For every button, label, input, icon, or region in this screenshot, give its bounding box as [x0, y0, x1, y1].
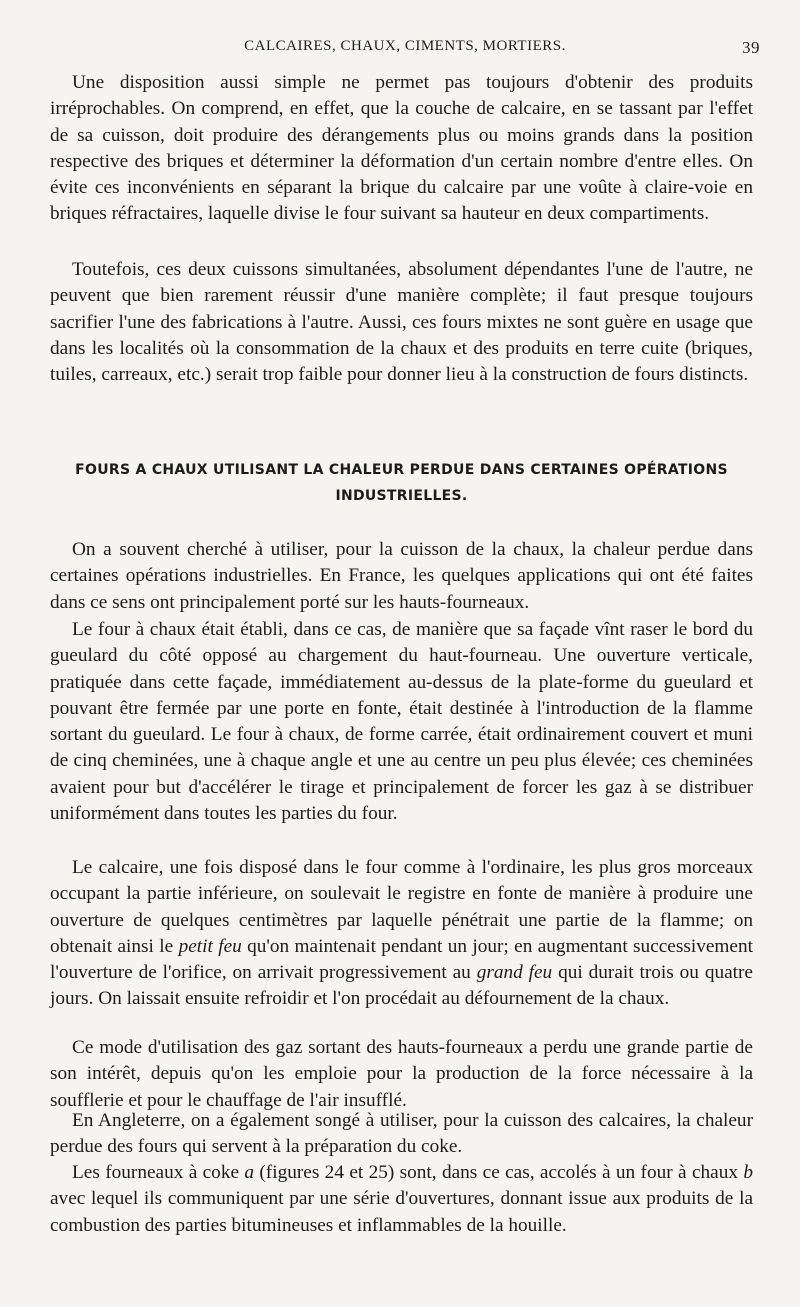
figure-letter-a: a	[244, 1162, 255, 1183]
paragraph-7: En Angleterre, on a également songé à utiliser, pour la cuisson des calcaires, la chaleur perdue des fours qui servent à la préparation du coke.	[50, 1110, 753, 1158]
paragraph-4: Le four à chaux était établi, dans ce cas, de manière que sa façade vînt raser le bord du gueulard du côté opposé au chargement du haut-fourneau. Une ouverture verticale, pratiquée dans cette façade, immédiatement au-dessus de la plate-forme du gueulard et pouvant être fermée par une porte en fonte, était destinée à l'introduction de la flamme sortant du gueulard. Le four à chaux, de forme carrée, était ordinairement couvert et muni de cinq cheminées, une à chaque angle et une au centre un peu plus élevée; ces cheminées avaient pour but d'accélérer le tirage et principalement de forcer les gaz à se distribuer uniformément dans toutes les parties du four.	[50, 619, 753, 825]
paragraph-8	[50, 1160, 753, 1239]
running-title: CALCAIRES, CHAUX, CIMENTS, MORTIERS.	[244, 38, 566, 54]
paragraph-5-text-b: qu'on maintenait pendant un jour; en augmentant successivement l'ouverture de l'orifice, on arrivait progressivement au	[50, 935, 753, 984]
paragraph-2: Toutefois, ces deux cuissons simultanées, absolument dépendantes l'une de l'autre, ne peuvent que bien rarement réussir d'une manière complète; il faut presque toujours sacrifier l'une des fabrications à l'autre. Aussi, ces fours mixtes ne sont guère en usage que dans les localités où la consommation de la chaux et des produits en terre cuite (briques, tuiles, carreaux, etc.) serait trop faible pour donner lieu à la construction de fours distincts.	[50, 259, 753, 386]
paragraph-8-text-c: avec lequel ils communiquent par une série d'ouvertures, donnant issue aux produits de la combustion des parties bitumineuses et inflammables de la houille.	[50, 1188, 753, 1236]
section-heading: FOURS A CHAUX UTILISANT LA CHALEUR PERDUE DANS CERTAINES OPÉRATIONS INDUSTRIELLES.	[75, 462, 728, 504]
italic-term-petit-feu: petit feu	[178, 935, 242, 957]
paragraph-1: Une disposition aussi simple ne permet pas toujours d'obtenir des produits irréprochables. On comprend, en effet, que la couche de calcaire, en se tassant par l'effet de sa cuisson, doit produire des dérangements plus ou moins grands dans la position respective des briques et déterminer la déformation d'un certain nombre d'entre elles. On évite ces inconvénients en séparant la brique du calcaire par une voûte à claire-voie en briques réfractaires, laquelle divise le four suivant sa hauteur en deux compartiments.	[50, 72, 753, 225]
paragraph-6: Ce mode d'utilisation des gaz sortant des hauts-fourneaux a perdu une grande partie de son intérêt, depuis qu'on les emploie pour la production de la force nécessaire à la soufflerie et pour le chauffage de l'air insufflé.	[50, 1037, 753, 1111]
italic-term-grand-feu: grand feu	[476, 962, 553, 984]
figure-letter-b: b	[743, 1162, 753, 1183]
paragraph-5-text-c: qui durait trois ou quatre jours. On laissait ensuite refroidir et l'on procédait au défournement de la chaux.	[50, 962, 753, 1010]
page-number: 39	[742, 38, 760, 57]
paragraph-3: On a souvent cherché à utiliser, pour la cuisson de la chaux, la chaleur perdue dans certaines opérations industrielles. En France, les quelques applications qui ont été faites dans ce sens ont principalement porté sur les hauts-fourneaux.	[50, 539, 753, 613]
paragraph-8-text-b: (figures 24 et 25) sont, dans ce cas, accolés à un four à chaux	[254, 1162, 744, 1183]
paragraph-8-text-a: Les fourneaux à coke	[72, 1162, 245, 1183]
paragraph-5	[50, 855, 753, 1013]
paragraph-5-text-a: Le calcaire, une fois disposé dans le four comme à l'ordinaire, les plus gros morceaux occupant la partie inférieure, on soulevait le registre en fonte de manière à produire une ouverture de quelques centimètres par laquelle pénétrait une partie de la flamme; on obtenait ainsi le	[50, 857, 753, 957]
